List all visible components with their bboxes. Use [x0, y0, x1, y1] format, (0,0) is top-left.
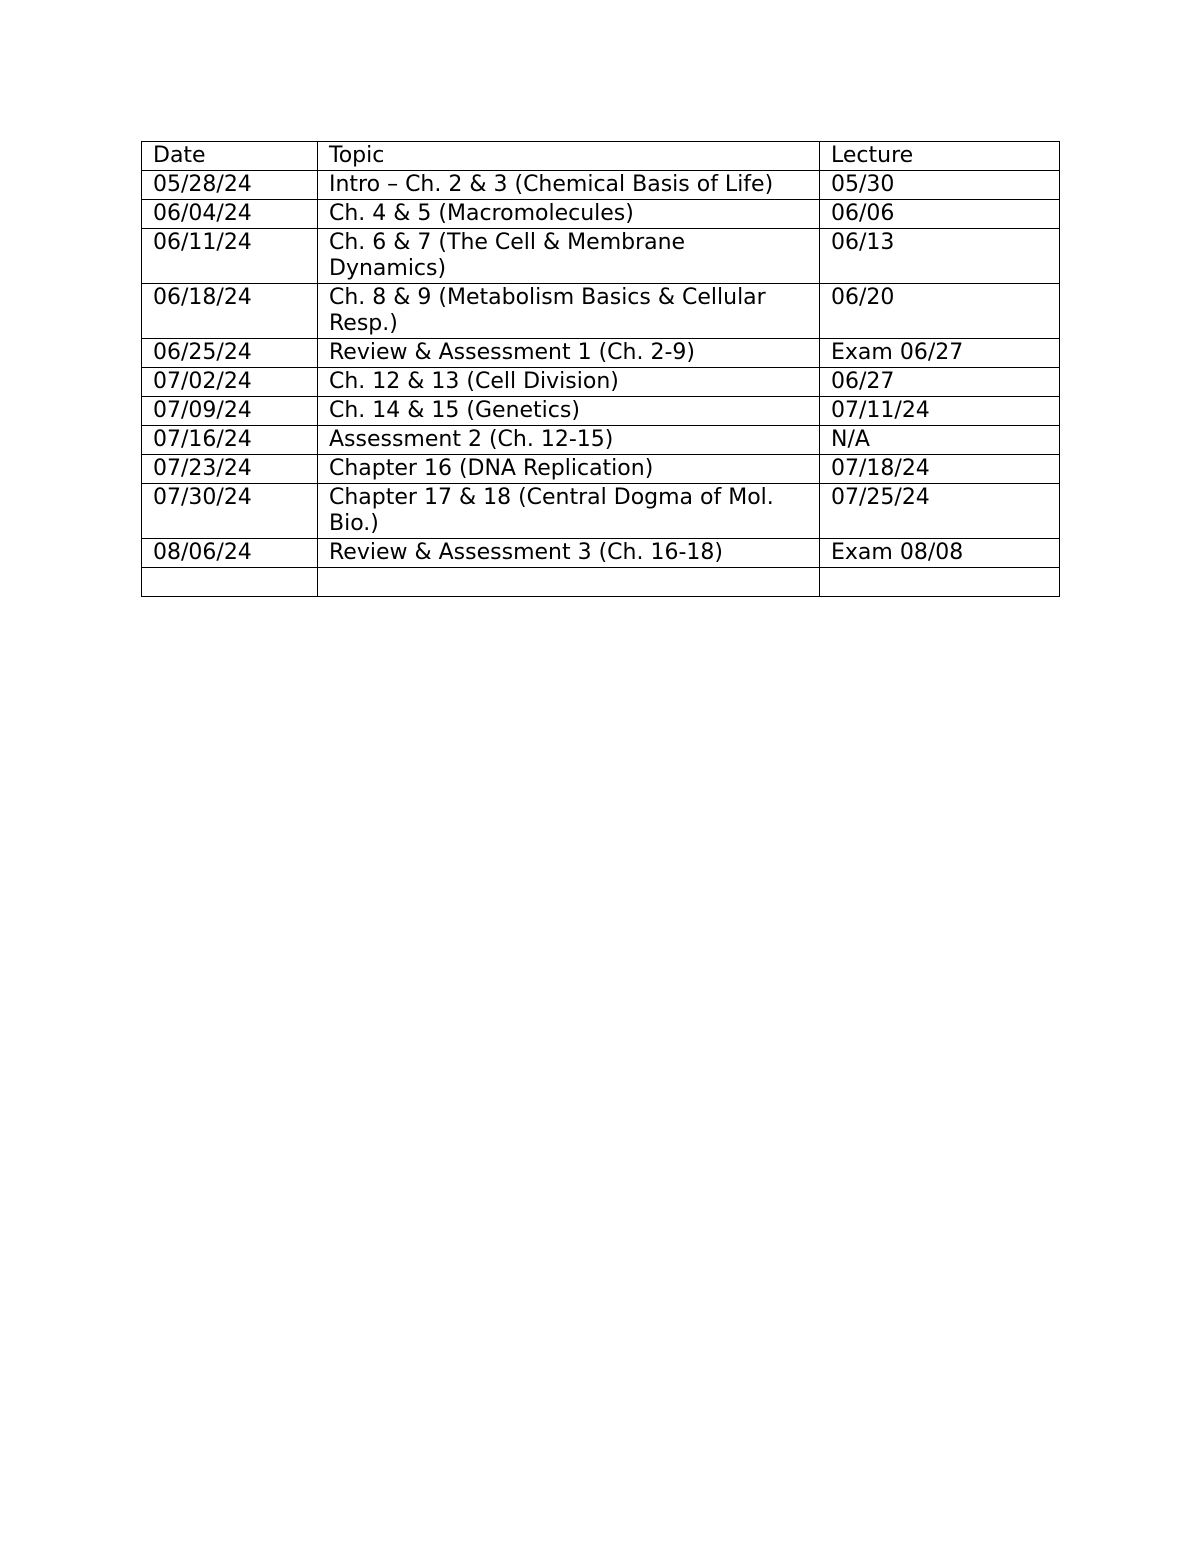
table-header-row — [142, 142, 1060, 171]
topic-cell: Review & Assessment 1 (Ch. 2-9) — [318, 339, 820, 368]
topic-cell: Review & Assessment 3 (Ch. 16-18) — [318, 539, 820, 568]
lecture-cell: 07/11/24 — [820, 397, 1060, 426]
topic-cell — [318, 568, 820, 597]
lecture-cell: 07/25/24 — [820, 484, 1060, 539]
topic-cell: Ch. 6 & 7 (The Cell & Membrane Dynamics) — [318, 229, 820, 284]
date-cell: 05/28/24 — [142, 171, 318, 200]
table-row — [142, 339, 1060, 368]
lecture-cell: Exam 08/08 — [820, 539, 1060, 568]
table-row — [142, 455, 1060, 484]
table-row — [142, 368, 1060, 397]
date-cell: 07/16/24 — [142, 426, 318, 455]
date-cell: 07/23/24 — [142, 455, 318, 484]
table-row — [142, 539, 1060, 568]
date-cell: 06/04/24 — [142, 200, 318, 229]
table-row — [142, 484, 1060, 539]
date-cell: 07/09/24 — [142, 397, 318, 426]
lecture-cell — [820, 568, 1060, 597]
table-row — [142, 229, 1060, 284]
lecture-cell: 05/30 — [820, 171, 1060, 200]
topic-cell: Ch. 8 & 9 (Metabolism Basics & Cellular Resp.) — [318, 284, 820, 339]
lecture-cell: 06/13 — [820, 229, 1060, 284]
table-row — [142, 171, 1060, 200]
header-lecture: Lecture — [820, 142, 1060, 171]
table-row — [142, 426, 1060, 455]
lecture-cell: 06/20 — [820, 284, 1060, 339]
date-cell: 08/06/24 — [142, 539, 318, 568]
date-cell: 07/02/24 — [142, 368, 318, 397]
topic-cell: Ch. 14 & 15 (Genetics) — [318, 397, 820, 426]
lecture-cell: 07/18/24 — [820, 455, 1060, 484]
date-cell: 06/25/24 — [142, 339, 318, 368]
date-cell: 06/18/24 — [142, 284, 318, 339]
topic-cell: Chapter 17 & 18 (Central Dogma of Mol. Bio.) — [318, 484, 820, 539]
table-row-empty — [142, 568, 1060, 597]
date-cell: 07/30/24 — [142, 484, 318, 539]
topic-cell: Assessment 2 (Ch. 12-15) — [318, 426, 820, 455]
table-row — [142, 200, 1060, 229]
header-topic: Topic — [318, 142, 820, 171]
topic-cell: Ch. 12 & 13 (Cell Division) — [318, 368, 820, 397]
date-cell — [142, 568, 318, 597]
date-cell: 06/11/24 — [142, 229, 318, 284]
table-row — [142, 284, 1060, 339]
schedule-table — [141, 141, 1060, 597]
lecture-cell: 06/27 — [820, 368, 1060, 397]
lecture-cell: Exam 06/27 — [820, 339, 1060, 368]
topic-cell: Ch. 4 & 5 (Macromolecules) — [318, 200, 820, 229]
table-row — [142, 397, 1060, 426]
lecture-cell: 06/06 — [820, 200, 1060, 229]
lecture-cell: N/A — [820, 426, 1060, 455]
topic-cell: Intro – Ch. 2 & 3 (Chemical Basis of Life) — [318, 171, 820, 200]
header-date: Date — [142, 142, 318, 171]
topic-cell: Chapter 16 (DNA Replication) — [318, 455, 820, 484]
